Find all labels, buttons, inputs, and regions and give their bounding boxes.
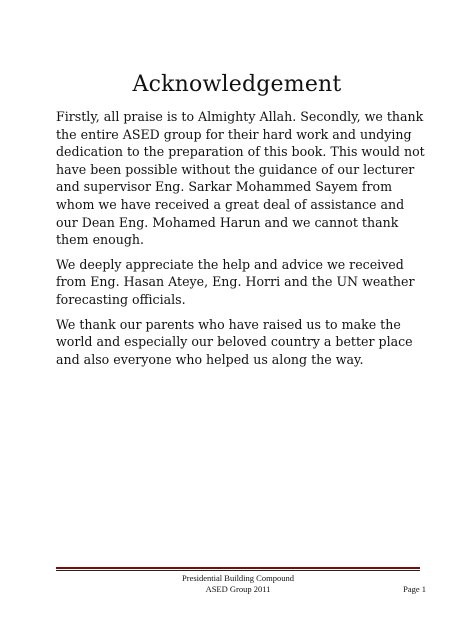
paragraph-2: We deeply appreciate the help and advice we received from Eng. Hasan Ateye, Eng. Horri and the UN weather forecasting officials. [56, 256, 415, 307]
footer-rule [56, 570, 420, 571]
page-title: Acknowledgement [132, 72, 342, 97]
page-number: Page 1 [403, 584, 426, 594]
body-text [56, 108, 428, 375]
paragraph-3: We thank our parents who have raised us to make the world and especially our beloved country a better place and also everyone who helped us along the way. [56, 316, 413, 367]
footer-group: ASED Group 2011 [205, 584, 271, 594]
paragraph-1: Firstly, all praise is to Almighty Allah. Secondly, we thank the entire ASED group for their hard work and undying dedication to the preparation of this book. This would not have been possible without the guidance of our lecturer and supervisor Eng. Sarkar Mohammed Sayem from whom we have received a great deal of assistance and our Dean Eng. Mohamed Harun and we cannot thank them enough. [56, 109, 425, 248]
footer-address: Presidential Building Compound [182, 573, 294, 583]
page-footer [56, 573, 426, 595]
footer-rule-accent [56, 567, 420, 569]
